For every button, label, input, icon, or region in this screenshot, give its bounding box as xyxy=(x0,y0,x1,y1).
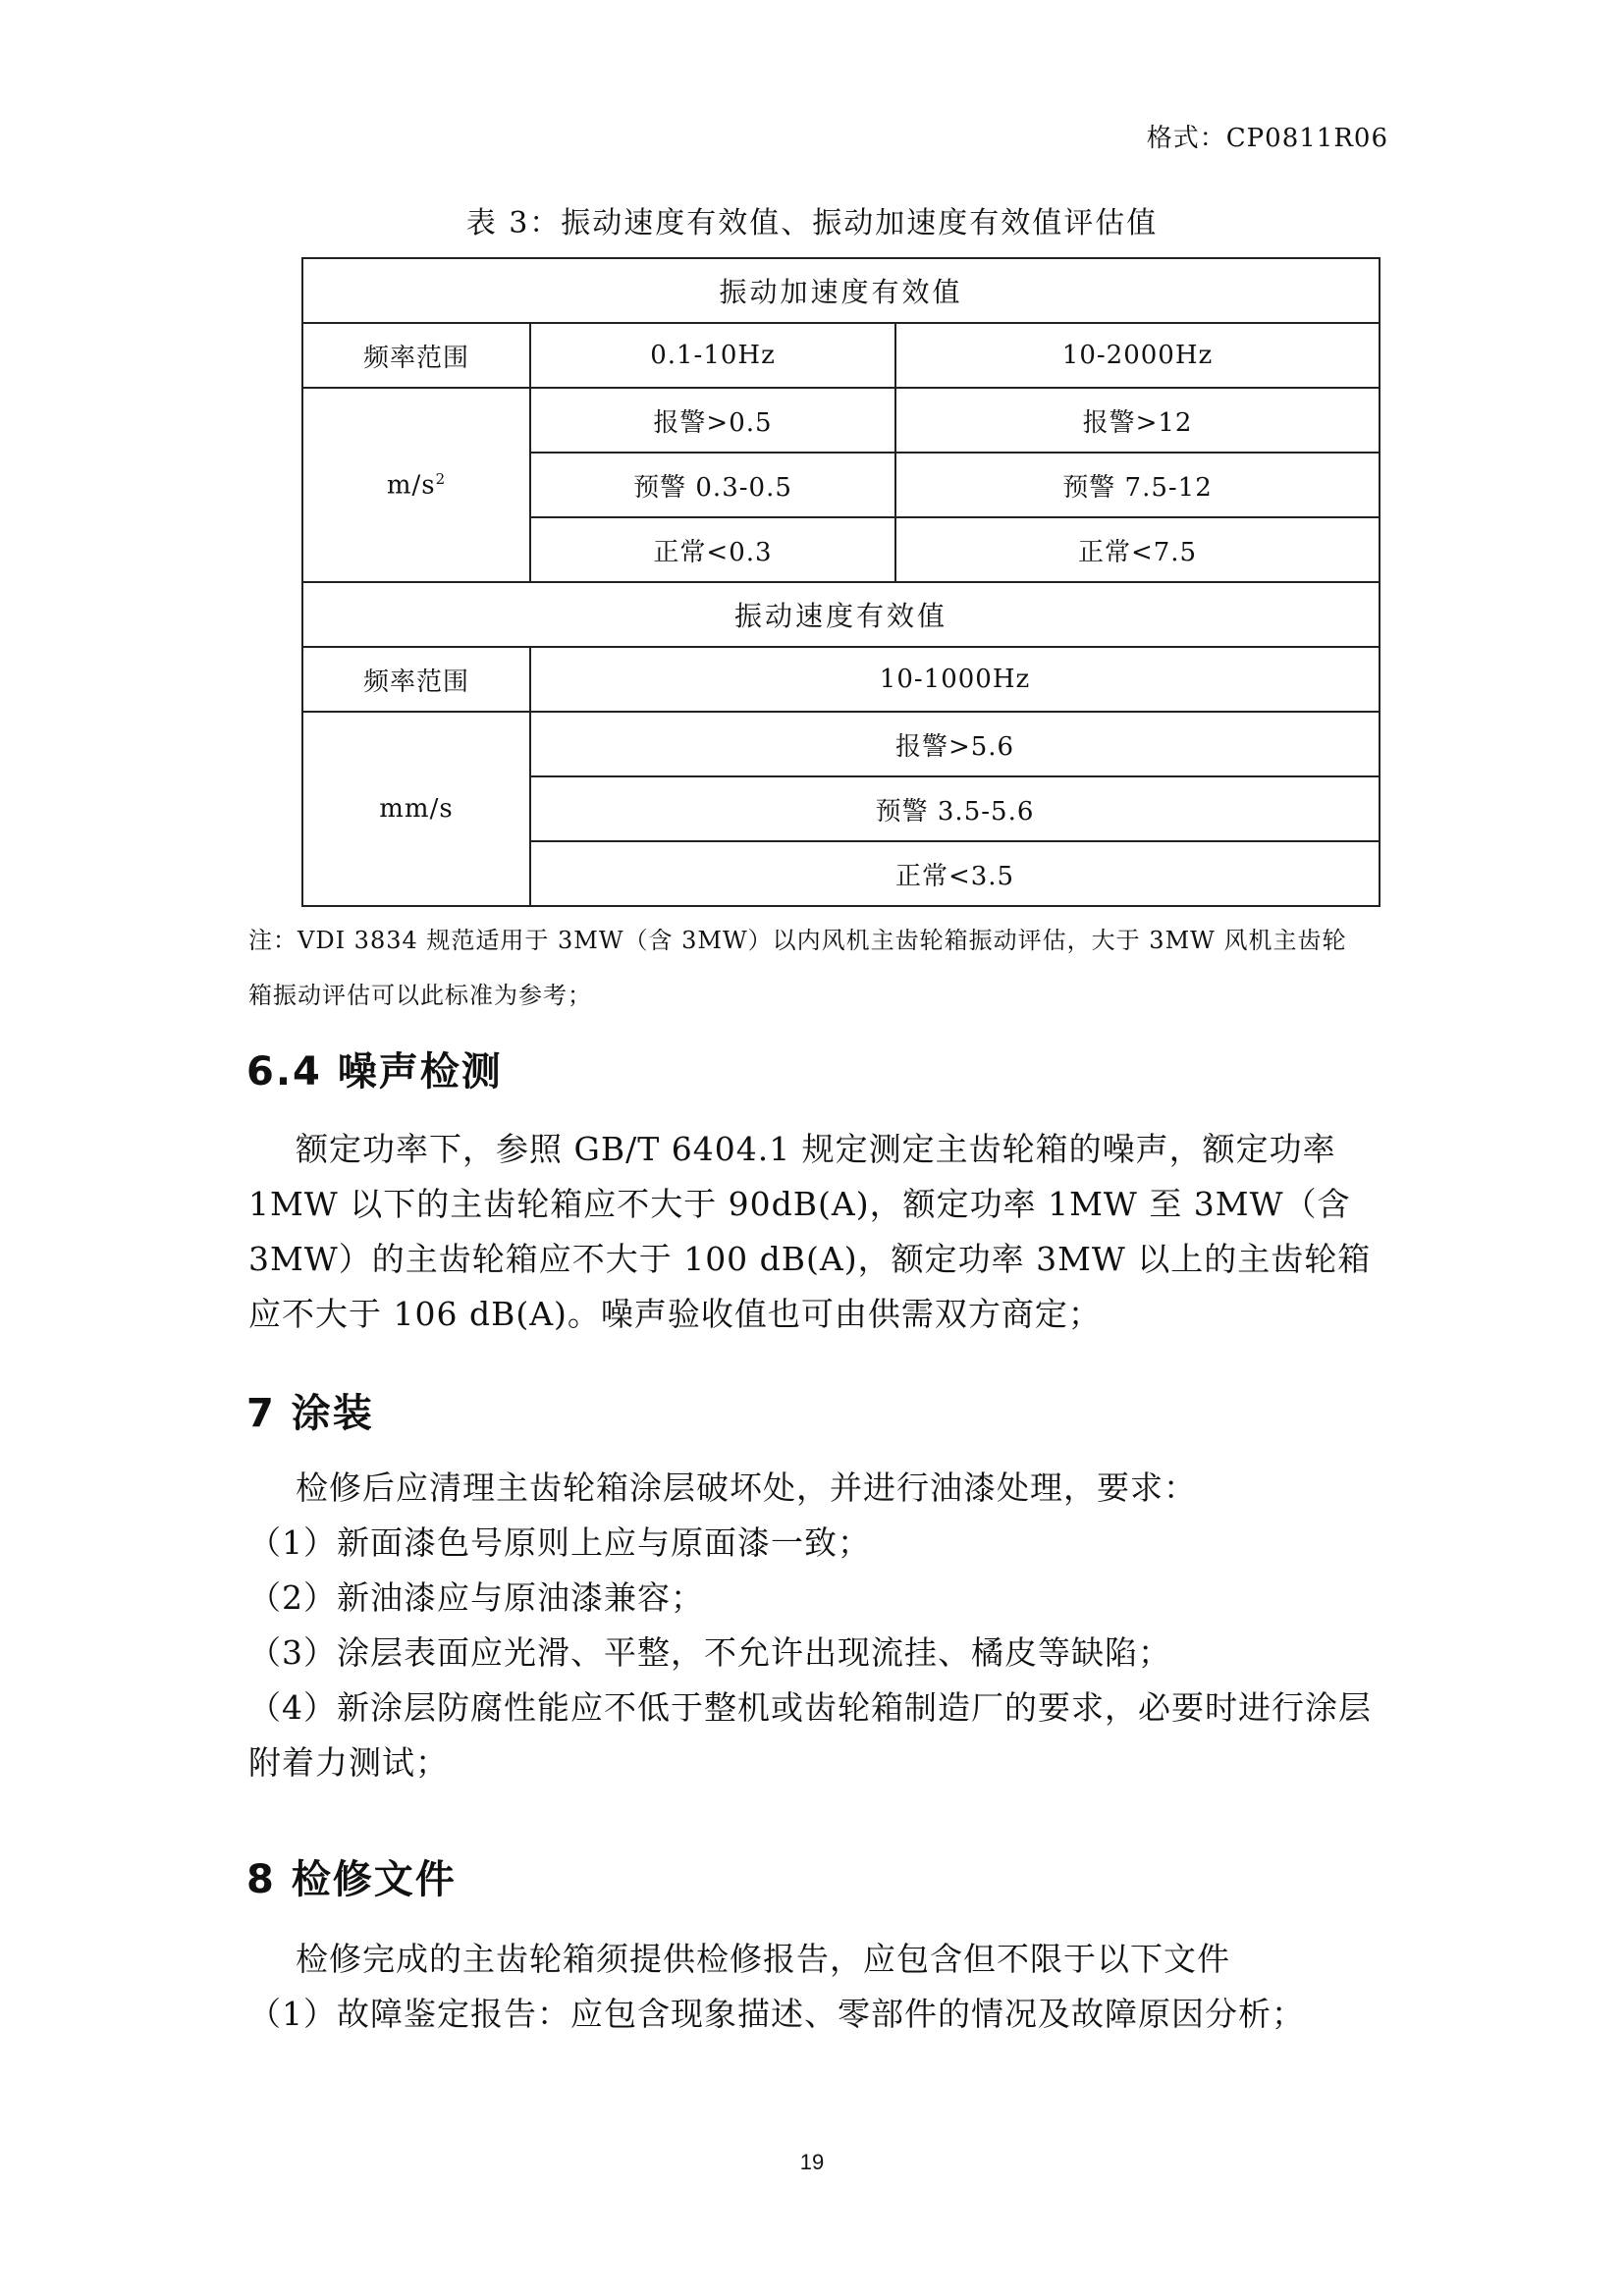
format-code: 格式：CP0811R06 xyxy=(1146,124,1388,153)
acceleration-unit-base: m/s xyxy=(386,470,436,501)
acceleration-unit-exponent: 2 xyxy=(435,469,447,488)
list-item: （3）涂层表面应光滑、平整，不允许出现流挂、橘皮等缺陷； xyxy=(248,1633,1171,1672)
noise-paragraph-text: 额定功率下，参照 GB/T 6404.1 规定测定主齿轮箱的噪声，额定功率 1MW 以下的主齿轮箱应不大于 90dB(A)，额定功率 1MW 至 3MW（含 3MW）的主齿轮箱应不大于 100 dB(A)，额定功率 3MW 以上的主齿轮箱应不大于 106 dB(A)。噪声验收值也可由供需双方商定； xyxy=(248,1130,1372,1333)
note-line: 注：VDI 3834 规范适用于 3MW（含 3MW）以内风机主齿轮箱振动评估，大于 3MW 风机主齿轮 xyxy=(248,927,1347,954)
table-row xyxy=(302,712,1380,776)
list-item: （1）故障鉴定报告：应包含现象描述、零部件的情况及故障原因分析； xyxy=(248,1995,1305,2033)
docs-intro xyxy=(248,1932,1387,1987)
note-line: 箱振动评估可以此标准为参考； xyxy=(248,982,592,1009)
acceleration-title: 振动加速度有效值 xyxy=(302,258,1380,323)
acceleration-unit xyxy=(302,388,530,582)
acceleration-freq-low: 0.1-10Hz xyxy=(530,323,895,388)
list-item: （2）新油漆应与原油漆兼容； xyxy=(248,1578,704,1617)
velocity-freq: 10-1000Hz xyxy=(530,647,1380,712)
docs-intro-text: 检修完成的主齿轮箱须提供检修报告，应包含但不限于以下文件 xyxy=(296,1940,1230,1978)
acceleration-warning-high: 预警 7.5-12 xyxy=(895,453,1380,517)
acceleration-alarm-low: 报警>0.5 xyxy=(530,388,895,453)
acceleration-normal-low: 正常<0.3 xyxy=(530,517,895,582)
section-heading-coating: 7 涂装 xyxy=(246,1391,374,1436)
section-heading-docs: 8 检修文件 xyxy=(246,1857,457,1902)
table-note xyxy=(248,913,1387,1023)
noise-paragraph xyxy=(248,1122,1387,1342)
velocity-title: 振动速度有效值 xyxy=(302,582,1380,647)
list-item: （4）新涂层防腐性能应不低于整机或齿轮箱制造厂的要求，必要时进行涂层附着力测试； xyxy=(248,1688,1372,1782)
table-caption: 表 3：振动速度有效值、振动加速度有效值评估值 xyxy=(465,206,1159,240)
acceleration-freq-label: 频率范围 xyxy=(302,323,530,388)
table-row xyxy=(302,258,1380,323)
list-item: （1）新面漆色号原则上应与原面漆一致； xyxy=(248,1523,871,1562)
table-row xyxy=(302,647,1380,712)
acceleration-freq-high: 10-2000Hz xyxy=(895,323,1380,388)
table-row xyxy=(302,323,1380,388)
section-heading-noise: 6.4 噪声检测 xyxy=(246,1049,503,1095)
velocity-warning: 预警 3.5-5.6 xyxy=(530,776,1380,841)
acceleration-normal-high: 正常<7.5 xyxy=(895,517,1380,582)
coating-intro-text: 检修后应清理主齿轮箱涂层破坏处，并进行油漆处理，要求： xyxy=(296,1468,1197,1507)
table-row xyxy=(302,388,1380,453)
velocity-alarm: 报警>5.6 xyxy=(530,712,1380,776)
velocity-unit: mm/s xyxy=(302,712,530,906)
acceleration-warning-low: 预警 0.3-0.5 xyxy=(530,453,895,517)
evaluation-table xyxy=(301,257,1380,907)
velocity-freq-label: 频率范围 xyxy=(302,647,530,712)
coating-intro xyxy=(248,1461,1387,1516)
table-row xyxy=(302,582,1380,647)
acceleration-alarm-high: 报警>12 xyxy=(895,388,1380,453)
velocity-normal: 正常<3.5 xyxy=(530,841,1380,906)
page-number: 19 xyxy=(799,2150,825,2174)
